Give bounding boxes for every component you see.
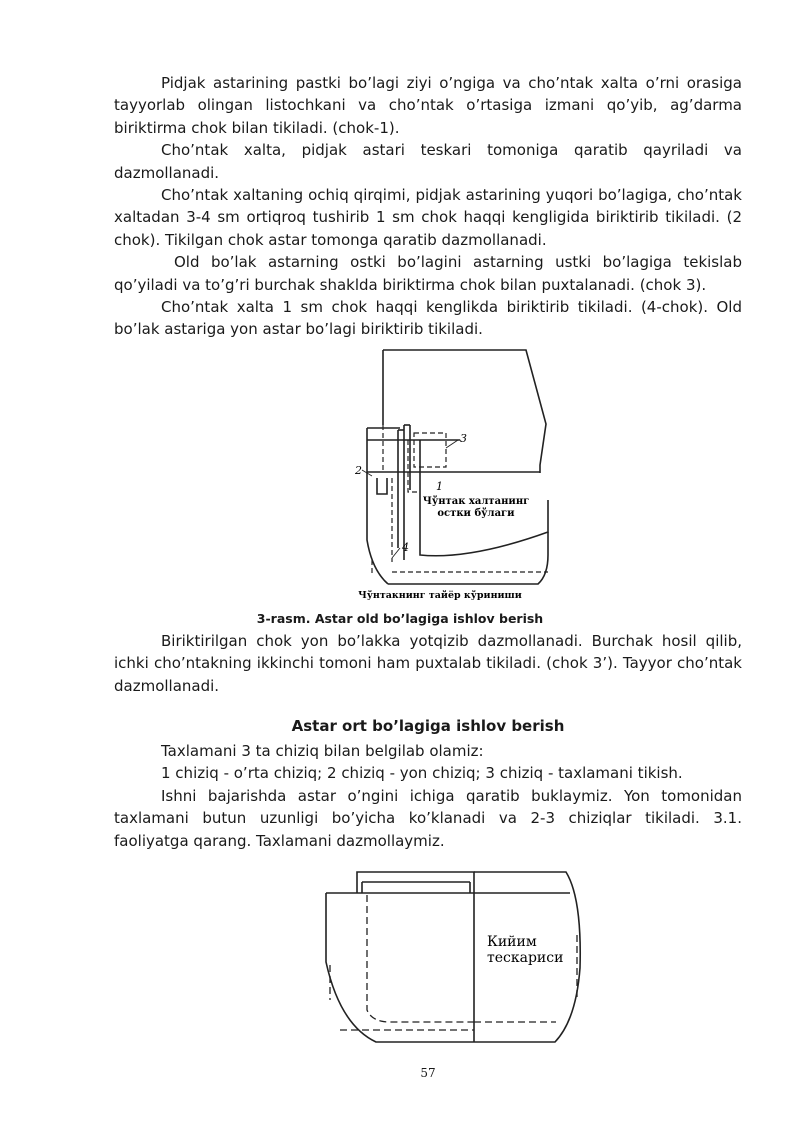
text-block-middle xyxy=(114,630,742,697)
figure1-label-4: 4 xyxy=(402,541,409,554)
figure2-label: Кийим xyxy=(487,934,537,950)
figure1-inner-text: Чўнтак халтанинг xyxy=(422,496,530,507)
paragraph: 1 chiziq - o’rta chiziq; 2 chiziq - yon chiziq; 3 chiziq - taxlamani tikish. xyxy=(161,764,683,783)
text-block-bottom xyxy=(114,740,742,852)
paragraph: Cho’ntak xalta, pidjak astari teskari tomoniga qaratib qayriladi va dazmollanadi. xyxy=(114,141,742,182)
figure-caption: 3-rasm. Astar old bo’lagiga ishlov berish xyxy=(256,611,544,626)
paragraph: Pidjak astarining pastki bo’lagi ziyi o’ngiga va cho’ntak xalta o’rni orasiga tayyorlab olingan listochkani va cho’ntak o’rtasiga izmani qo’yib, ag’darma biriktirma chok bilan tikiladi. (chok-1). xyxy=(114,74,742,137)
text-block-top xyxy=(114,72,742,341)
section-heading: Astar ort bo’lagiga ishlov berish xyxy=(291,717,565,735)
figure-fold-diagram xyxy=(320,865,590,1045)
figure1-inner-text: остки бўлаги xyxy=(437,508,515,519)
paragraph: Cho’ntak xaltaning ochiq qirqimi, pidjak astarining yuqori bo’lagiga, cho’ntak xaltadan 3-4 sm ortiqroq tushirib 1 sm chok haqqi kengligida biriktirib tikiladi. (2 chok). Tikilgan chok astar tomonga qaratib dazmollanadi. xyxy=(114,186,742,249)
figure-pocket-diagram xyxy=(340,340,570,602)
figure1-label-2: 2 xyxy=(355,464,362,477)
figure1-label-3: 3 xyxy=(460,432,467,445)
paragraph: Ishni bajarishda astar o’ngini ichiga qaratib buklaymiz. Yon tomonidan taxlamani butun uzunligi bo’yicha ko’klanadi va 2-3 chiziqlar tikiladi. 3.1. faoliyatga qarang. Taxlamani dazmollaymiz. xyxy=(114,786,742,850)
paragraph: Biriktirilgan chok yon bo’lakka yotqizib dazmollanadi. Burchak hosil qilib, ichki cho’ntakning ikkinchi tomoni ham puxtalab tikiladi. (chok 3’). Tayyor cho’ntak dazmollanadi. xyxy=(114,632,742,695)
figure2-label: тескариси xyxy=(487,950,564,966)
figure1-label-1: 1 xyxy=(436,480,443,493)
figure1-bottom-text: Чўнтакнинг тайёр кўриниши xyxy=(358,590,522,601)
page-number: 57 xyxy=(420,1066,436,1080)
paragraph: Cho’ntak xalta 1 sm chok haqqi kenglikda biriktirib tikiladi. (4-chok). Old bo’lak astariga yon astar bo’lagi biriktirib tikiladi. xyxy=(114,298,742,339)
paragraph: Taxlamani 3 ta chiziq bilan belgilab olamiz: xyxy=(161,742,484,760)
paragraph: Old bo’lak astarning ostki bo’lagini astarning ustki bo’lagiga tekislab qo’yiladi va to’g’ri burchak shaklda biriktirma chok bilan puxtalanadi. (chok 3). xyxy=(114,253,742,294)
